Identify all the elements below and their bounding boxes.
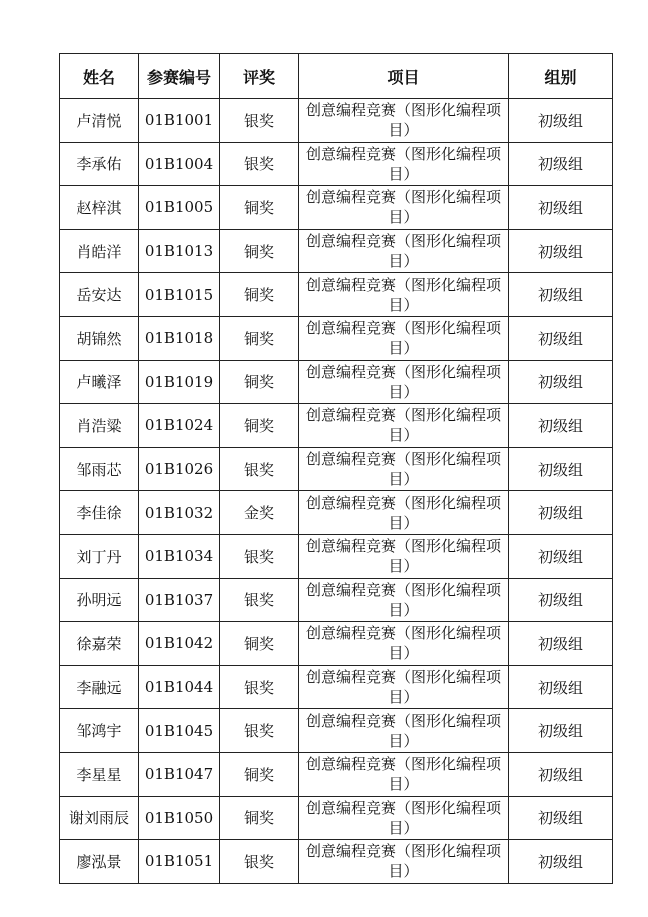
cell-name: 赵梓淇: [60, 186, 139, 230]
cell-project: 创意编程竞赛（图形化编程项目）: [299, 447, 509, 491]
table-row: [60, 142, 613, 186]
cell-group: 初级组: [509, 578, 613, 622]
cell-award: 铜奖: [220, 622, 299, 666]
cell-name: 肖皓洋: [60, 229, 139, 273]
cell-project: 创意编程竞赛（图形化编程项目）: [299, 360, 509, 404]
header-group: 组别: [509, 54, 613, 99]
cell-id: 01B1026: [139, 447, 220, 491]
cell-project: 创意编程竞赛（图形化编程项目）: [299, 622, 509, 666]
cell-name: 胡锦然: [60, 316, 139, 360]
table-row: [60, 447, 613, 491]
awards-table: [59, 53, 613, 884]
table-row: [60, 752, 613, 796]
cell-award: 银奖: [220, 447, 299, 491]
cell-award: 银奖: [220, 709, 299, 753]
header-id: 参赛编号: [139, 54, 220, 99]
cell-id: 01B1034: [139, 534, 220, 578]
cell-name: 李融远: [60, 665, 139, 709]
cell-project: 创意编程竞赛（图形化编程项目）: [299, 99, 509, 143]
cell-name: 谢刘雨辰: [60, 796, 139, 840]
cell-project: 创意编程竞赛（图形化编程项目）: [299, 752, 509, 796]
cell-award: 银奖: [220, 142, 299, 186]
table-row: [60, 709, 613, 753]
cell-award: 铜奖: [220, 360, 299, 404]
cell-name: 徐嘉荣: [60, 622, 139, 666]
header-award: 评奖: [220, 54, 299, 99]
cell-project: 创意编程竞赛（图形化编程项目）: [299, 840, 509, 884]
table-row: [60, 534, 613, 578]
cell-award: 银奖: [220, 99, 299, 143]
table-row: [60, 491, 613, 535]
cell-group: 初级组: [509, 99, 613, 143]
cell-group: 初级组: [509, 273, 613, 317]
cell-award: 银奖: [220, 665, 299, 709]
cell-name: 刘丁丹: [60, 534, 139, 578]
cell-name: 廖泓景: [60, 840, 139, 884]
cell-group: 初级组: [509, 186, 613, 230]
cell-group: 初级组: [509, 622, 613, 666]
cell-group: 初级组: [509, 316, 613, 360]
table-row: [60, 622, 613, 666]
cell-group: 初级组: [509, 709, 613, 753]
cell-id: 01B1015: [139, 273, 220, 317]
cell-group: 初级组: [509, 447, 613, 491]
cell-name: 岳安达: [60, 273, 139, 317]
cell-group: 初级组: [509, 840, 613, 884]
cell-name: 卢清悦: [60, 99, 139, 143]
cell-award: 铜奖: [220, 752, 299, 796]
table-row: [60, 316, 613, 360]
cell-award: 银奖: [220, 578, 299, 622]
cell-award: 铜奖: [220, 186, 299, 230]
cell-group: 初级组: [509, 360, 613, 404]
cell-project: 创意编程竞赛（图形化编程项目）: [299, 142, 509, 186]
cell-group: 初级组: [509, 534, 613, 578]
cell-id: 01B1042: [139, 622, 220, 666]
cell-award: 铜奖: [220, 273, 299, 317]
cell-project: 创意编程竞赛（图形化编程项目）: [299, 578, 509, 622]
cell-award: 铜奖: [220, 796, 299, 840]
cell-name: 李佳徐: [60, 491, 139, 535]
table-body: [60, 99, 613, 884]
cell-award: 铜奖: [220, 404, 299, 448]
cell-id: 01B1004: [139, 142, 220, 186]
cell-group: 初级组: [509, 142, 613, 186]
header-name: 姓名: [60, 54, 139, 99]
cell-group: 初级组: [509, 229, 613, 273]
cell-id: 01B1045: [139, 709, 220, 753]
cell-group: 初级组: [509, 491, 613, 535]
cell-project: 创意编程竞赛（图形化编程项目）: [299, 796, 509, 840]
table-row: [60, 665, 613, 709]
table-row: [60, 404, 613, 448]
cell-project: 创意编程竞赛（图形化编程项目）: [299, 534, 509, 578]
cell-project: 创意编程竞赛（图形化编程项目）: [299, 709, 509, 753]
cell-id: 01B1047: [139, 752, 220, 796]
cell-project: 创意编程竞赛（图形化编程项目）: [299, 186, 509, 230]
table-row: [60, 360, 613, 404]
cell-name: 孙明远: [60, 578, 139, 622]
cell-project: 创意编程竞赛（图形化编程项目）: [299, 273, 509, 317]
cell-project: 创意编程竞赛（图形化编程项目）: [299, 491, 509, 535]
cell-id: 01B1001: [139, 99, 220, 143]
table-row: [60, 99, 613, 143]
cell-name: 李星星: [60, 752, 139, 796]
cell-id: 01B1044: [139, 665, 220, 709]
cell-group: 初级组: [509, 752, 613, 796]
header-row: [60, 54, 613, 99]
cell-id: 01B1037: [139, 578, 220, 622]
table-row: [60, 578, 613, 622]
header-project: 项目: [299, 54, 509, 99]
cell-group: 初级组: [509, 665, 613, 709]
cell-name: 邹雨芯: [60, 447, 139, 491]
cell-id: 01B1032: [139, 491, 220, 535]
cell-project: 创意编程竞赛（图形化编程项目）: [299, 665, 509, 709]
cell-id: 01B1013: [139, 229, 220, 273]
table-row: [60, 229, 613, 273]
cell-award: 铜奖: [220, 316, 299, 360]
cell-project: 创意编程竞赛（图形化编程项目）: [299, 316, 509, 360]
cell-award: 金奖: [220, 491, 299, 535]
cell-award: 银奖: [220, 534, 299, 578]
cell-group: 初级组: [509, 404, 613, 448]
cell-name: 李承佑: [60, 142, 139, 186]
table-row: [60, 840, 613, 884]
cell-id: 01B1050: [139, 796, 220, 840]
cell-id: 01B1024: [139, 404, 220, 448]
cell-award: 铜奖: [220, 229, 299, 273]
table-row: [60, 273, 613, 317]
cell-id: 01B1019: [139, 360, 220, 404]
table-row: [60, 186, 613, 230]
cell-id: 01B1005: [139, 186, 220, 230]
cell-project: 创意编程竞赛（图形化编程项目）: [299, 404, 509, 448]
cell-name: 邹鸿宇: [60, 709, 139, 753]
cell-id: 01B1051: [139, 840, 220, 884]
table-header: [60, 54, 613, 99]
table-row: [60, 796, 613, 840]
cell-project: 创意编程竞赛（图形化编程项目）: [299, 229, 509, 273]
cell-name: 肖浩粱: [60, 404, 139, 448]
cell-award: 银奖: [220, 840, 299, 884]
cell-id: 01B1018: [139, 316, 220, 360]
cell-group: 初级组: [509, 796, 613, 840]
cell-name: 卢曦泽: [60, 360, 139, 404]
